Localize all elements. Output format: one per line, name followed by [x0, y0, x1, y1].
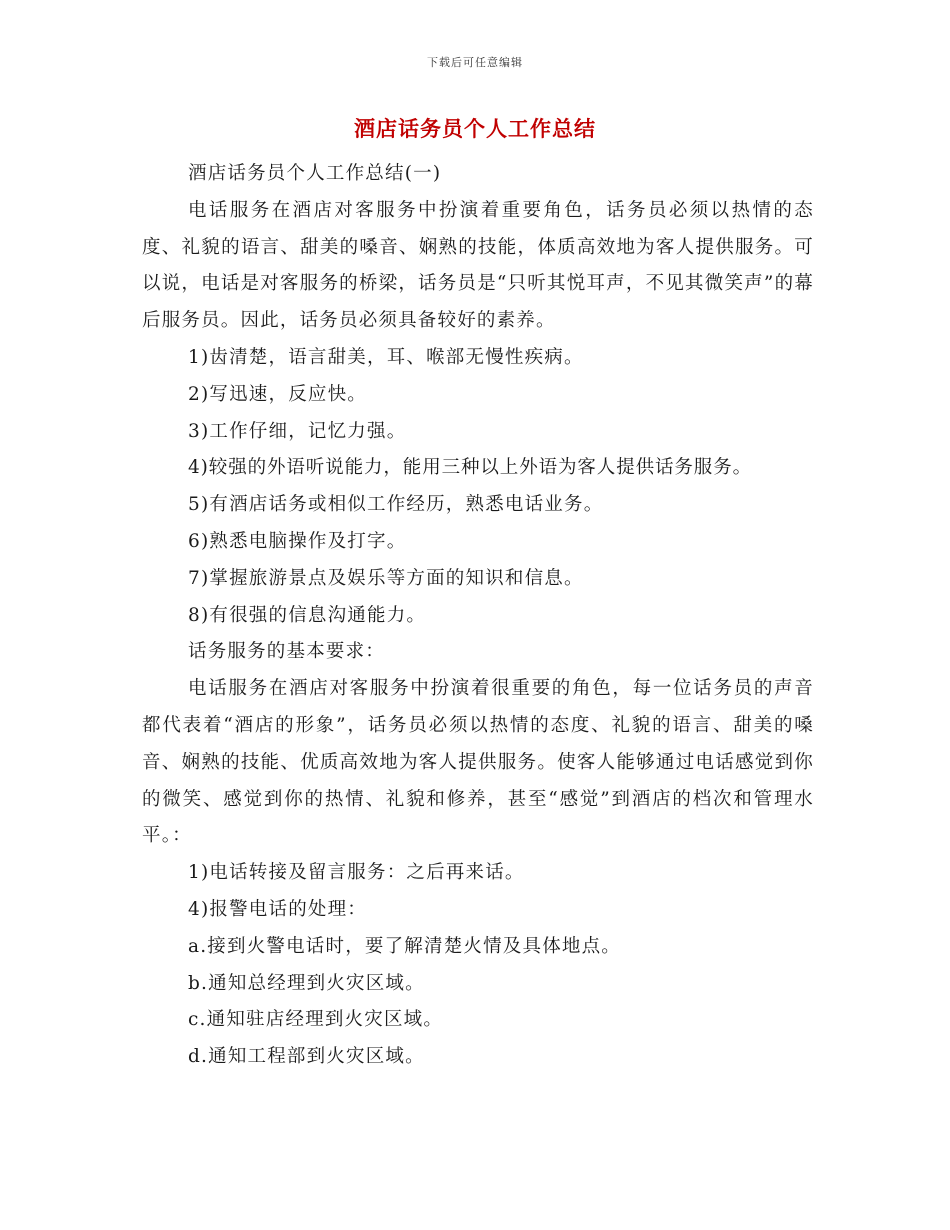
header-note: 下载后可任意编辑 — [427, 56, 523, 69]
list-item: c.通知驻店经理到火灾区域。 — [188, 1009, 444, 1031]
list-item: 8)有很强的信息沟通能力。 — [188, 604, 427, 626]
section-heading: 酒店话务员个人工作总结(一) — [188, 163, 442, 184]
list-item: 2)写迅速，反应快。 — [188, 383, 367, 405]
list-item: 4)较强的外语听说能力，能用三种以上外语为客人提供话务服务。 — [188, 457, 752, 479]
list-item: 1)电话转接及留言服务：之后再来话。 — [188, 862, 525, 884]
list-item: 4)报警电话的处理： — [188, 898, 367, 920]
document-title: 酒店话务员个人工作总结 — [354, 116, 596, 141]
document-body — [142, 156, 814, 1076]
list-item: 3)工作仔细，记忆力强。 — [188, 420, 407, 442]
list-item: d.通知工程部到火灾区域。 — [188, 1046, 425, 1068]
list-item: 6)熟悉电脑操作及打字。 — [188, 530, 407, 552]
list-item: a.接到火警电话时，要了解清楚火情及具体地点。 — [188, 935, 622, 957]
list-item: 5)有酒店话务或相似工作经历，熟悉电话业务。 — [188, 494, 604, 516]
list-item: b.通知总经理到火灾区域。 — [188, 972, 425, 994]
list-item: 1)齿清楚，语言甜美，耳、喉部无慢性疾病。 — [188, 346, 584, 368]
section-heading: 话务服务的基本要求： — [188, 641, 386, 663]
list-item: 7)掌握旅游景点及娱乐等方面的知识和信息。 — [188, 567, 584, 589]
body-paragraph: 电话服务在酒店对客服务中扮演着重要角色，话务员必须以热情的态度、礼貌的语言、甜美的嗓音、娴熟的技能，体质高效地为客人提供服务。可以说，电话是对客服务的桥梁，话务员是“只听其悦耳声，不见其微笑声”的幕后服务员。因此，话务员必须具备较好的素养。 — [142, 199, 814, 332]
body-paragraph: 电话服务在酒店对客服务中扮演着很重要的角色，每一位话务员的声音都代表着“酒店的形象”，话务员必须以热情的态度、礼貌的语言、甜美的嗓音、娴熟的技能、优质高效地为客人提供服务。使客人能够通过电话感觉到你的微笑、感觉到你的热情、礼貌和修养，甚至“感觉”到酒店的档次和管理水平。： — [142, 678, 814, 847]
